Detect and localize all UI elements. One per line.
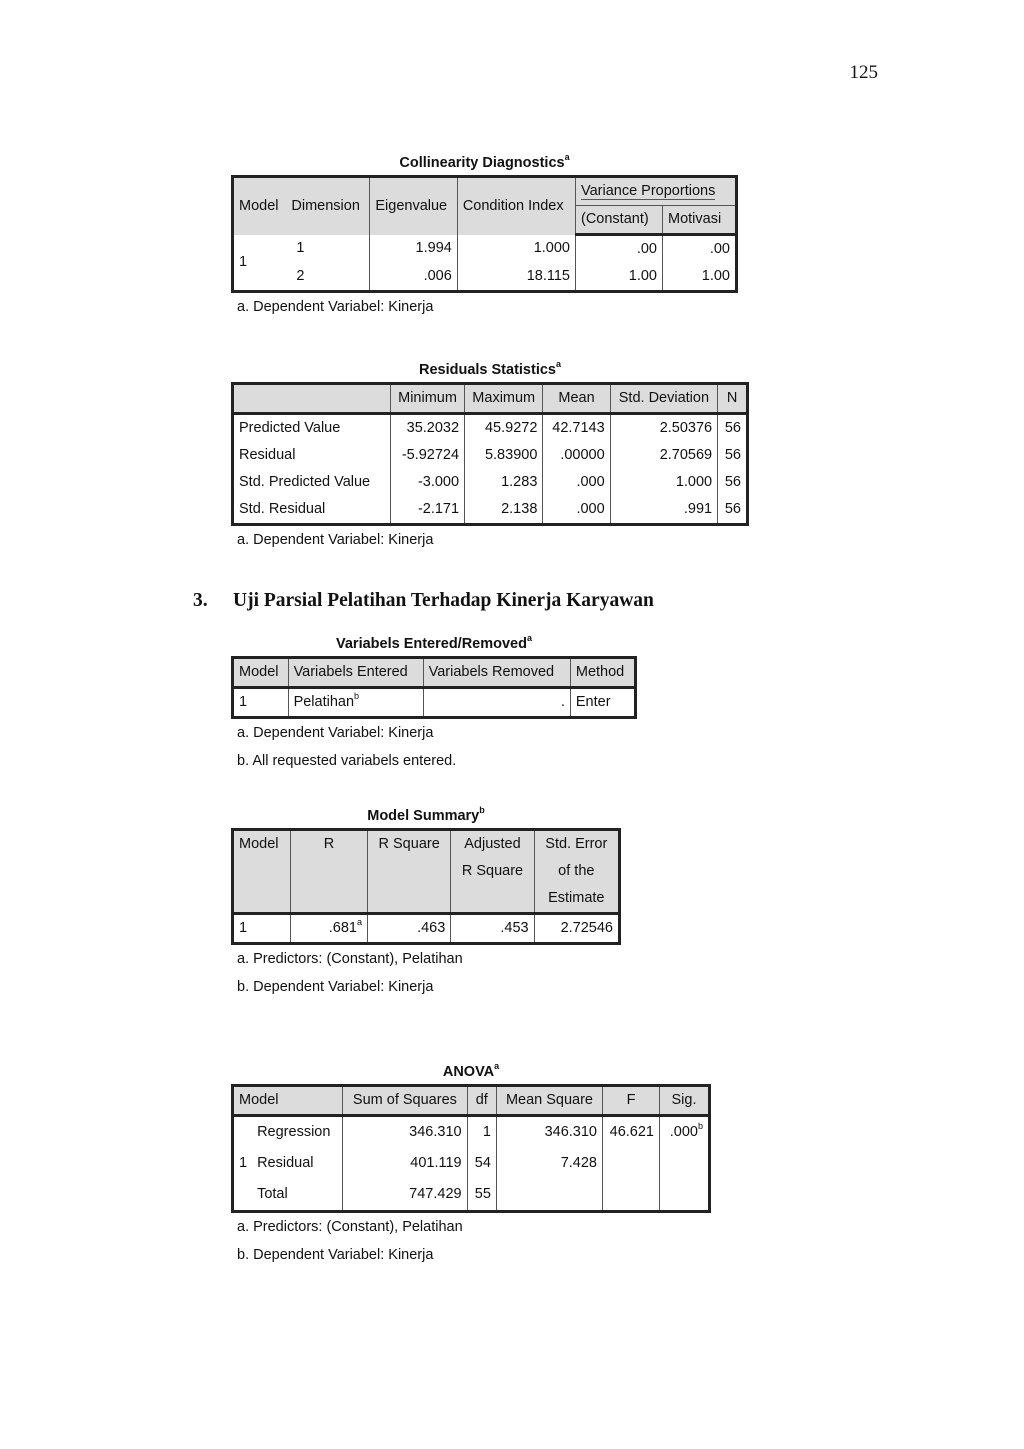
sig-cell: .000$^b$ (660, 1116, 710, 1149)
anova-header-df: df (467, 1086, 496, 1116)
table-row (233, 442, 748, 469)
minimum-cell: 35.2032 (391, 414, 465, 443)
table-row (233, 1148, 710, 1179)
table-row (233, 263, 737, 292)
row-label: Residual (252, 1148, 343, 1179)
mean-cell: .000 (543, 469, 610, 496)
mean-cell: .00000 (543, 442, 610, 469)
eigenvalue-cell: .006 (370, 263, 457, 292)
anova-header-sig: Sig. (660, 1086, 710, 1116)
var-header-removed: Variabels Removed (423, 658, 570, 688)
anova-footnote-a: a. Predictors: (Constant), Pelatihan (237, 1219, 463, 1235)
var-header-model: Model (233, 658, 289, 688)
collinearity-diagnostics-block (231, 151, 738, 321)
n-cell: 56 (718, 442, 748, 469)
minimum-cell: -2.171 (391, 496, 465, 525)
model-summary-title: Model Summary$^b$ (367, 805, 485, 824)
table-row (233, 496, 748, 525)
n-cell: 56 (718, 469, 748, 496)
ms-header-std-error-2: of the (534, 858, 619, 885)
model-cell: 1 (233, 235, 287, 292)
anova-header-mean-square: Mean Square (496, 1086, 602, 1116)
col-header-eigenvalue: Eigenvalue (370, 177, 457, 235)
dimension-cell: 2 (286, 263, 369, 292)
ss-cell: 401.119 (343, 1148, 467, 1179)
anova-table (231, 1084, 711, 1213)
mean-cell: 42.7143 (543, 414, 610, 443)
col-header-condition-index: Condition Index (457, 177, 575, 235)
row-label: Std. Residual (233, 496, 391, 525)
row-label: Std. Predicted Value (233, 469, 391, 496)
df-cell: 55 (467, 1179, 496, 1212)
maximum-cell: 1.283 (465, 469, 543, 496)
ms-header-adjusted: Adjusted (451, 830, 534, 859)
anova-header-f: F (603, 1086, 660, 1116)
model-summary-footnote-a: a. Predictors: (Constant), Pelatihan (237, 951, 463, 967)
res-header-n: N (718, 384, 748, 414)
maximum-cell: 45.9272 (465, 414, 543, 443)
col-header-model: Model (233, 177, 287, 235)
row-label: Residual (233, 442, 391, 469)
anova-block (231, 1060, 711, 1269)
table-row (233, 469, 748, 496)
table-row (233, 1179, 710, 1212)
var-header-entered: Variabels Entered (288, 658, 423, 688)
row-label: Total (252, 1179, 343, 1212)
variables-table (231, 656, 637, 719)
ms-header-adjusted-2: R Square (451, 858, 534, 885)
ms-cell: 346.310 (496, 1116, 602, 1149)
variables-entered-block (231, 632, 637, 775)
residuals-title: Residuals Statistics$^a$ (418, 359, 561, 378)
method-cell: Enter (570, 688, 635, 718)
res-header-minimum: Minimum (391, 384, 465, 414)
ms-header-std-error-3: Estimate (534, 885, 619, 914)
mean-cell: .000 (543, 496, 610, 525)
section-title: Uji Parsial Pelatihan Terhadap Kinerja Karyawan (233, 590, 654, 611)
minimum-cell: -3.000 (391, 469, 465, 496)
maximum-cell: 2.138 (465, 496, 543, 525)
df-cell: 1 (467, 1116, 496, 1149)
table-row (233, 688, 636, 718)
row-label: Predicted Value (233, 414, 391, 443)
ms-header-model: Model (233, 830, 291, 859)
condition-index-cell: 18.115 (457, 263, 575, 292)
std-cell: 1.000 (610, 469, 717, 496)
motivasi-cell: 1.00 (663, 263, 737, 292)
section-heading (193, 590, 654, 612)
std-cell: 2.50376 (610, 414, 717, 443)
row-label: Regression (252, 1116, 343, 1149)
eigenvalue-cell: 1.994 (370, 235, 457, 264)
anova-footnote-b: b. Dependent Variabel: Kinerja (237, 1247, 434, 1263)
f-cell: 46.621 (603, 1116, 660, 1149)
anova-title: ANOVA$^a$ (442, 1061, 500, 1080)
anova-header-model: Model (233, 1086, 343, 1116)
collinearity-table (231, 175, 738, 293)
removed-cell: . (423, 688, 570, 718)
anova-header-sum-of-squares: Sum of Squares (343, 1086, 467, 1116)
maximum-cell: 5.83900 (465, 442, 543, 469)
collinearity-title: Collinearity Diagnostics$^a$ (399, 152, 570, 171)
col-header-variance-proportions: Variance Proportions (576, 177, 737, 206)
n-cell: 56 (718, 496, 748, 525)
motivasi-cell: .00 (663, 235, 737, 264)
model-summary-footnote-b: b. Dependent Variabel: Kinerja (237, 979, 434, 995)
f-cell (603, 1179, 660, 1212)
section-number: 3. (193, 590, 208, 611)
variables-title: Variabels Entered/Removed$^a$ (335, 633, 532, 652)
r-square-cell: .463 (368, 914, 451, 944)
condition-index-cell: 1.000 (457, 235, 575, 264)
model-summary-table (231, 828, 621, 945)
sig-cell (660, 1179, 710, 1212)
page-number: 125 (849, 62, 878, 83)
variables-footnote-b: b. All requested variabels entered. (237, 753, 457, 769)
table-row (233, 235, 737, 264)
res-header-mean: Mean (543, 384, 610, 414)
n-cell: 56 (718, 414, 748, 443)
f-cell (603, 1148, 660, 1179)
ms-header-r: R (291, 830, 368, 859)
df-cell: 54 (467, 1148, 496, 1179)
variables-footnote-a: a. Dependent Variabel: Kinerja (237, 725, 434, 741)
std-cell: .991 (610, 496, 717, 525)
entered-cell: Pelatihan$^b$ (288, 688, 423, 718)
residuals-statistics-block (231, 358, 749, 554)
res-header-std-deviation: Std. Deviation (610, 384, 717, 414)
table-row (233, 414, 748, 443)
res-header-maximum: Maximum (465, 384, 543, 414)
ms-cell: 7.428 (496, 1148, 602, 1179)
ms-cell (496, 1179, 602, 1212)
model-summary-block (231, 804, 621, 1001)
col-subheader-motivasi: Motivasi (663, 206, 737, 235)
model-cell: 1 (233, 688, 289, 718)
col-header-dimension: Dimension (286, 177, 369, 235)
collinearity-footnote-a: a. Dependent Variabel: Kinerja (237, 299, 434, 315)
minimum-cell: -5.92724 (391, 442, 465, 469)
adjusted-cell: .453 (451, 914, 534, 944)
std-cell: 2.70569 (610, 442, 717, 469)
constant-cell: 1.00 (576, 263, 663, 292)
res-header-blank (233, 384, 391, 414)
residuals-footnote-a: a. Dependent Variabel: Kinerja (237, 532, 434, 548)
sig-cell (660, 1148, 710, 1179)
var-header-method: Method (570, 658, 635, 688)
ms-header-std-error: Std. Error (534, 830, 619, 859)
col-subheader-constant: (Constant) (576, 206, 663, 235)
model-cell: 1 (233, 914, 291, 944)
constant-cell: .00 (576, 235, 663, 264)
table-row (233, 1116, 710, 1149)
ms-header-r-square: R Square (368, 830, 451, 859)
ss-cell: 747.429 (343, 1179, 467, 1212)
std-error-cell: 2.72546 (534, 914, 619, 944)
r-cell: .681$^a$ (291, 914, 368, 944)
dimension-cell: 1 (286, 235, 369, 264)
model-cell: 1 (233, 1116, 253, 1212)
residuals-table (231, 382, 749, 526)
ss-cell: 346.310 (343, 1116, 467, 1149)
table-row (233, 914, 620, 944)
